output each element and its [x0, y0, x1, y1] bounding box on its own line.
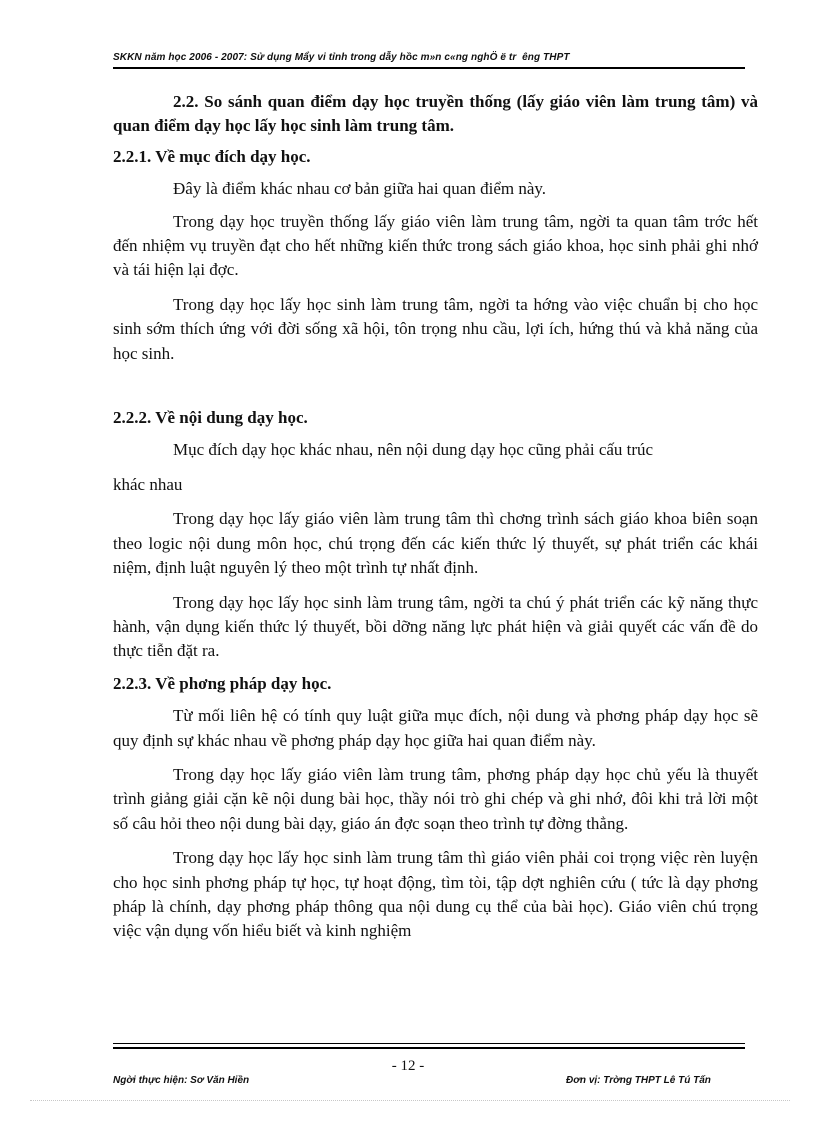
paragraph: Trong dạy học lấy học sinh làm trung tâm thì giáo viên phải coi trọng việc rèn luyện cho học sinh phơng pháp tự học, tự hoạt động, tìm tòi, tập dợt nghiên cứu ( tức là dạy phơng pháp là chính, dạy phơng pháp thông qua nội dung cụ thể của bài học). Giáo viên chú trọng việc vận dụng vốn hiểu biết và kinh nghiệm: [113, 848, 758, 941]
page-header: SKKN năm học 2006 - 2007: Sử dụng Mẩy vi tỉnh trong dẫy hồc m»n c«ng nghÖ ë tr êng THPT: [113, 52, 570, 63]
paragraph: Mục đích dạy học khác nhau, nên nội dung dạy học cũng phải cấu trúc: [173, 440, 654, 460]
page-bottom-dotted-line: [30, 1100, 790, 1101]
section-title: 2.2. So sánh quan điểm dạy học truyền thống (lấy giáo viên làm trung tâm) và quan điểm dạy học lấy học sinh làm trung tâm.: [113, 92, 758, 136]
header-rule: [113, 67, 745, 69]
paragraph: khác nhau: [113, 474, 183, 494]
paragraph: Trong dạy học lấy học sinh làm trung tâm, ngời ta chú ý phát triển các kỹ năng thực hành, vận dụng kiến thức lý thuyết, bồi dỡng năng lực phát hiện và giải quyết các vấn đề do thực tiễn đặt ra.: [113, 592, 758, 661]
page-number: - 12 -: [391, 1058, 425, 1074]
footer-author: Ngời thực hiện: Sơ Văn Hiền: [113, 1075, 250, 1086]
paragraph: Trong dạy học truyền thống lấy giáo viên làm trung tâm, ngời ta quan tâm trớc hết đến nhiệm vụ truyền đạt cho hết những kiến thức trong sách giáo khoa, học sinh phải ghi nhớ và tái hiện lại đợc.: [113, 211, 758, 280]
document-body: [113, 90, 758, 944]
paragraph: Trong dạy học lấy giáo viên làm trung tâm thì chơng trình sách giáo khoa biên soạn theo logic nội dung môn học, chú trọng đến các kiến thức lý thuyết, sự phát triển các khái niệm, định luật nguyên lý theo một trình tự nhất định.: [113, 509, 758, 578]
paragraph: Đây là điểm khác nhau cơ bản giữa hai quan điểm này.: [173, 179, 547, 199]
paragraph: Trong dạy học lấy học sinh làm trung tâm, ngời ta hớng vào việc chuẩn bị cho học sinh sớm thích ứng với đời sống xã hội, tôn trọng nhu cầu, lợi ích, hứng thú và khả năng của học sinh.: [113, 294, 758, 363]
paragraph: Trong dạy học lấy giáo viên làm trung tâm, phơng pháp dạy học chủ yếu là thuyết trình giảng giải cặn kẽ nội dung bài học, thầy nói trò ghi chép và ghi nhớ, đôi khi trả lời một số câu hỏi theo nội dung bài dạy, giáo án đợc soạn theo trình tự đờng thẳng.: [113, 764, 758, 833]
footer-unit: Đơn vị: Trờng THPT Lê Tú Tấn: [566, 1075, 711, 1086]
footer-rule-thick: [113, 1047, 745, 1049]
subsection-title-3: 2.2.3. Về phơng pháp dạy học.: [113, 673, 332, 693]
subsection-title-2: 2.2.2. Về nội dung dạy học.: [113, 408, 308, 428]
paragraph: Từ mối liên hệ có tính quy luật giữa mục đích, nội dung và phơng pháp dạy học sẽ quy định sự khác nhau về phơng pháp dạy học giữa hai quan điểm này.: [113, 706, 758, 750]
subsection-title-1: 2.2.1. Về mục đích dạy học.: [113, 146, 311, 166]
footer-rule-thin: [113, 1043, 745, 1044]
